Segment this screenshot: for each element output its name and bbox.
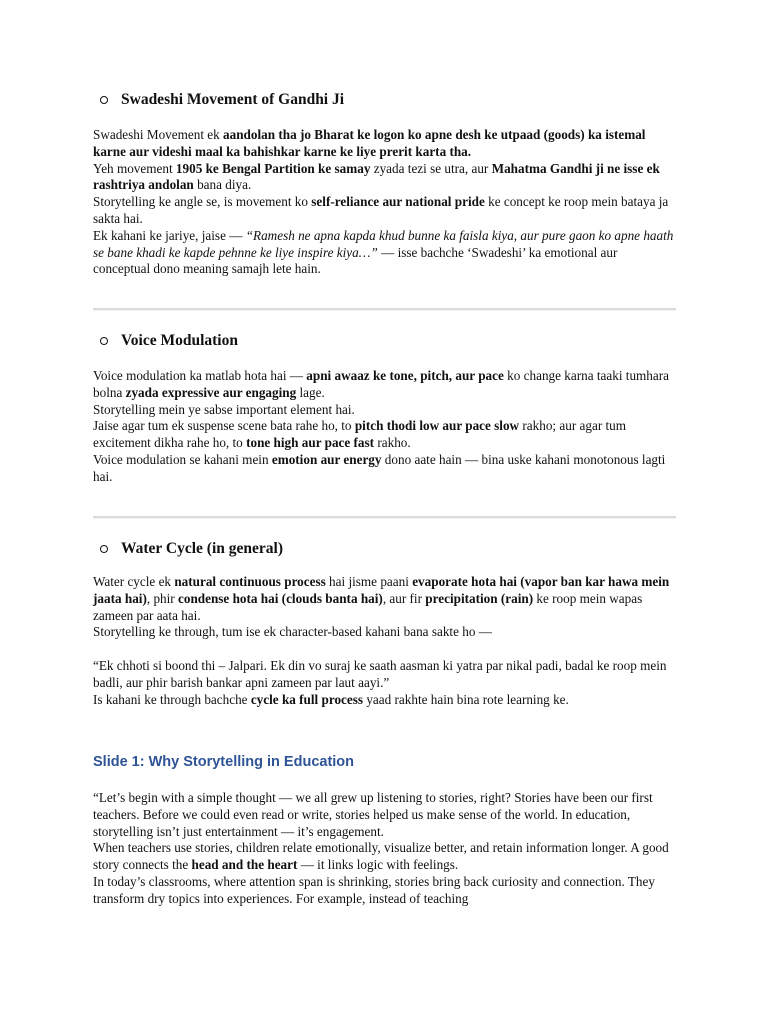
bold-text: evaporate hota hai (vapor ban kar hawa mein jaata hai) [93,574,670,606]
paragraph [93,402,676,419]
paragraph [93,127,676,161]
paragraph [93,624,676,641]
section-heading: Water Cycle (in general) [93,539,676,559]
bold-text: zyada expressive aur engaging [125,384,297,400]
paragraph [93,452,676,486]
text-run: lage. [296,384,325,400]
hollow-bullet-icon [100,337,108,345]
bold-text: emotion aur energy [271,451,382,467]
text-run: Voice modulation ka matlab hota hai — [93,368,307,383]
text-run: rakho. [374,435,411,451]
bold-text: Mahatma Gandhi ji ne isse ek rashtriya andolan [93,160,660,193]
paragraph [93,368,676,402]
bold-text: aandolan tha jo Bharat ke logon ko apne desh ke utpaad (goods) ka istemal karne aur videshi maal ka bahishkar karne ke liye prerit karta tha. [93,127,646,159]
text-run: ke concept ke roop mein bataya ja sakta hai. [93,194,669,226]
paragraph [93,658,676,692]
text-run: — isse bachche ‘Swadeshi’ ka emotional aur conceptual dono meaning samajh lete hain. [93,244,618,277]
text-run: , phir [146,590,178,606]
bold-text: precipitation (rain) [425,590,534,606]
paragraph [93,692,676,709]
text-run: Storytelling ke angle se, is movement ko [93,194,312,210]
text-run: — it links logic with feelings. [297,857,459,873]
text-run: ke roop mein wapas zameen par aata hai. [93,590,643,623]
bold-text: apni awaaz ke tone, pitch, aur pace [306,368,504,383]
text-run: bana diya. [193,177,252,193]
hollow-bullet-icon [100,545,108,553]
horizontal-divider [93,308,676,311]
slide-title: Slide 1: Why Storytelling in Education [93,754,355,770]
text-run: Ek kahani ke jariye, jaise — [93,227,246,243]
section-swadeshi [93,90,676,278]
paragraph [93,194,676,228]
slide-section [93,752,676,908]
section-water-cycle [93,539,676,708]
bold-text: condense hota hai (clouds banta hai) [178,590,383,606]
paragraph [93,161,676,195]
section-heading: Voice Modulation [93,331,676,351]
text-run: Yeh movement [93,160,176,176]
horizontal-divider [93,516,676,519]
text-run: Swadeshi Movement ek [93,127,224,142]
text-run: Storytelling mein ye sabse important element hai. [93,401,355,417]
bold-text: tone high aur pace fast [246,435,375,451]
text-run: Storytelling ke through, tum ise ek character-based kahani bana sakte ho — [93,624,492,640]
hollow-bullet-icon [100,96,108,104]
paragraph [93,228,676,278]
text-run: “Let’s begin with a simple thought — we all grew up listening to stories, right? Stories have been our first teachers. Before we could even read or write, stories helped us make sense of the world. In education, storytelling isn’t just entertainment — it’s engagement. [93,790,653,839]
paragraph [93,840,676,874]
text-run: rakho; aur agar tum excitement dikha rahe ho, to [93,418,627,451]
text-run: hai jisme paani [325,574,413,589]
text-run: “Ek chhoti si boond thi – Jalpari. Ek din vo suraj ke saath aasman ki yatra par nikal padi, badal ke roop mein badli, aur phir barish bankar apni zameen par laut aayi.” [93,657,667,690]
paragraph [93,790,676,840]
bold-text: cycle ka full process [250,691,364,707]
bold-text: pitch thodi low aur pace slow [354,418,520,434]
text-run: Jaise agar tum ek suspense scene bata rahe ho, to [93,418,355,434]
text-run: When teachers use stories, children relate emotionally, visualize better, and retain information longer. A good story connects the [93,840,669,873]
text-run: yaad rakhte hain bina rote learning ke. [363,691,569,707]
text-run: Voice modulation se kahani mein [93,451,272,467]
text-run: , aur fir [382,590,426,606]
italic-text: “Ramesh ne apna kapda khud bunne ka faisla kiya, aur pure gaon ko apne haath se bane khadi ke kapde pehnne ke liye inspire kiya…” [93,227,674,260]
section-heading: Swadeshi Movement of Gandhi Ji [93,90,676,110]
bold-text: 1905 ke Bengal Partition ke samay [175,160,371,176]
text-run: dono aate hain — bina uske kahani monotonous lagti hai. [93,451,666,484]
bold-text: head and the heart [191,857,298,873]
text-run: In today’s classrooms, where attention span is shrinking, stories bring back curiosity and connection. They transform dry topics into experiences. For example, instead of teaching [93,873,655,906]
paragraph [93,418,676,452]
text-run: Is kahani ke through bachche [93,691,251,707]
text-run: ko change karna taaki tumhara bolna [93,368,669,400]
paragraph [93,574,676,624]
section-voice-modulation [93,331,676,486]
bold-text: self-reliance aur national pride [311,194,485,210]
text-run: Water cycle ek [93,574,175,589]
bold-text: natural continuous process [174,574,326,589]
text-run: zyada tezi se utra, aur [370,160,492,176]
paragraph [93,874,676,908]
